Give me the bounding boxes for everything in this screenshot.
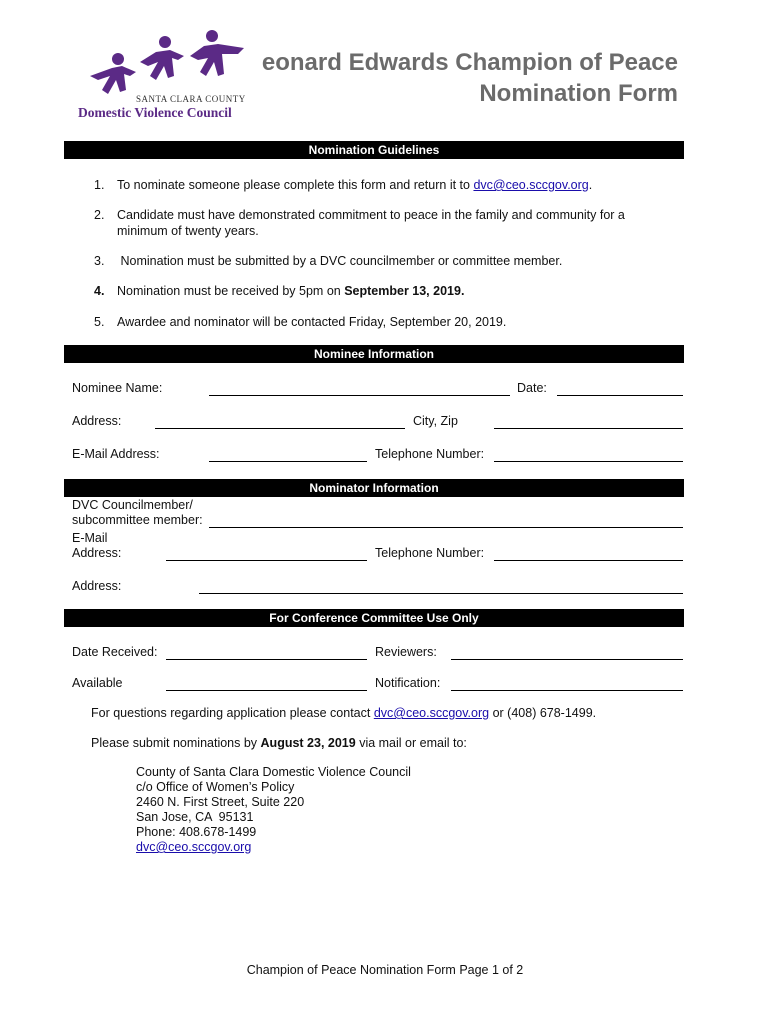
guidelines-header: Nomination Guidelines (64, 141, 684, 159)
logo-county-text: SANTA CLARA COUNTY (136, 94, 246, 104)
member-label-line-1: DVC Councilmember/ (72, 498, 193, 512)
council-logo (78, 28, 253, 123)
nominee-email-field[interactable] (209, 461, 367, 462)
nominee-header: Nominee Information (64, 345, 684, 363)
submit-text (91, 736, 467, 751)
nominee-cityzip-label: City, Zip (413, 414, 458, 428)
address-line: 2460 N. First Street, Suite 220 (136, 795, 305, 809)
email-label-line-2: Address: (72, 546, 122, 560)
mailing-address (136, 765, 411, 855)
nominee-phone-field[interactable] (494, 461, 683, 462)
item-text: To nominate someone please complete this form and return it to (117, 178, 474, 192)
nominee-date-label: Date: (517, 381, 547, 395)
item-number: 4. (94, 284, 105, 298)
address-email-link[interactable]: dvc@ceo.sccgov.org (136, 840, 252, 854)
title-line-1: eonard Edwards Champion of Peace (261, 49, 678, 76)
nominator-phone-label: Telephone Number: (375, 546, 485, 560)
nominee-name-field[interactable] (209, 395, 510, 396)
figures-logo-icon (78, 28, 253, 98)
page-title (262, 47, 678, 109)
nominee-date-field[interactable] (557, 395, 683, 396)
questions-pre: For questions regarding application please contact (91, 706, 374, 720)
nominator-header: Nominator Information (64, 479, 684, 497)
submit-pre: Please submit nominations by (91, 736, 261, 750)
deadline-date: September 13, 2019. (344, 284, 465, 298)
nominee-phone-label: Telephone Number: (375, 447, 485, 461)
date-received-field[interactable] (166, 659, 367, 660)
nominee-cityzip-field[interactable] (494, 428, 683, 429)
nominee-address-label: Address: (72, 414, 122, 428)
nominator-phone-field[interactable] (494, 560, 683, 561)
nominee-name-label: Nominee Name: (72, 381, 163, 395)
address-line: Phone: 408.678-1499 (136, 825, 257, 839)
page-footer: Champion of Peace Nomination Form Page 1 of 2 (246, 963, 524, 977)
item-number: 2. (94, 208, 105, 222)
item-text-end: . (588, 178, 593, 192)
nominator-address-label: Address: (72, 579, 122, 593)
address-line: c/o Office of Women’s Policy (136, 780, 295, 794)
nominator-email-label (72, 531, 121, 561)
nominator-member-field[interactable] (209, 527, 683, 528)
item-text: Candidate must have demonstrated commitment to peace in the family and community for a minimum of twenty years. (117, 208, 625, 238)
item-number: 5. (94, 315, 105, 329)
item-number: 1. (94, 178, 105, 192)
nominee-email-label: E-Mail Address: (72, 447, 160, 461)
questions-text (91, 706, 596, 721)
available-field[interactable] (166, 690, 367, 691)
notification-label: Notification: (375, 676, 441, 690)
email-label-line-1: E-Mail (72, 531, 108, 545)
title-line-2: Nomination Form (479, 80, 678, 107)
available-label: Available (72, 676, 123, 690)
item-text: Nomination must be submitted by a DVC councilmember or committee member. (117, 254, 563, 268)
reviewers-label: Reviewers: (375, 645, 437, 659)
item-number: 3. (94, 254, 105, 268)
item-text: Nomination must be received by 5pm on (117, 284, 345, 298)
nominee-address-field[interactable] (155, 428, 405, 429)
nominator-member-label (72, 498, 203, 528)
logo-council-text: Domestic Violence Council (78, 105, 232, 120)
member-label-line-2: subcommittee member: (72, 513, 203, 527)
submit-date: August 23, 2019 (260, 736, 356, 750)
questions-post: or (408) 678-1499. (489, 706, 597, 720)
item-text: Awardee and nominator will be contacted Friday, September 20, 2019. (117, 315, 507, 329)
date-received-label: Date Received: (72, 645, 158, 659)
guideline-email-link[interactable]: dvc@ceo.sccgov.org (473, 178, 589, 192)
reviewers-field[interactable] (451, 659, 683, 660)
address-line: San Jose, CA 95131 (136, 810, 254, 824)
address-line: County of Santa Clara Domestic Violence Council (136, 765, 411, 779)
questions-email-link[interactable]: dvc@ceo.sccgov.org (373, 706, 490, 720)
submit-post: via mail or email to: (355, 736, 467, 750)
notification-field[interactable] (451, 690, 683, 691)
nominator-address-field[interactable] (199, 593, 683, 594)
nominator-email-field[interactable] (166, 560, 367, 561)
committee-header: For Conference Committee Use Only (64, 609, 684, 627)
